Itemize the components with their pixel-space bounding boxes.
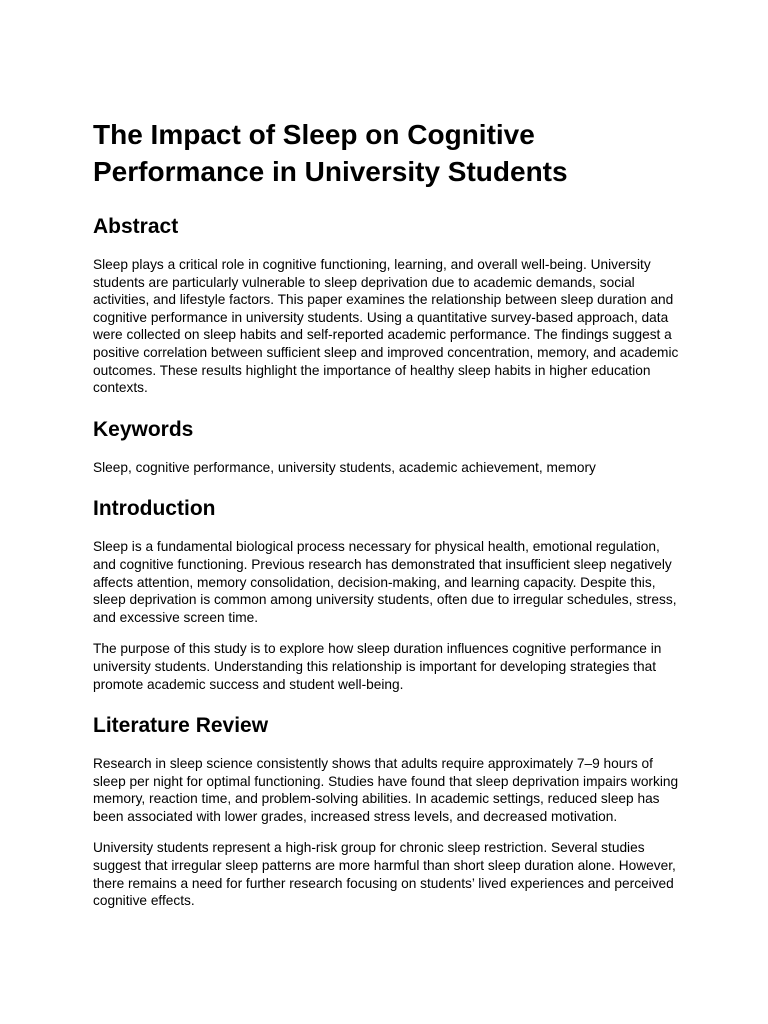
document-title: The Impact of Sleep on Cognitive Performance in University Students	[93, 119, 568, 187]
introduction-paragraph-2: The purpose of this study is to explore how sleep duration influences cognitive performance in university students. Understanding this relationship is important for developing strategies that promote academic success and student well-being.	[93, 641, 662, 692]
section-abstract	[93, 214, 683, 397]
section-heading-literature-review: Literature Review	[93, 714, 269, 738]
document-page	[93, 116, 683, 924]
section-heading-keywords: Keywords	[93, 417, 194, 441]
introduction-paragraph-1: Sleep is a fundamental biological process necessary for physical health, emotional regulation, and cognitive functioning. Previous research has demonstrated that insufficient sleep negatively affects attention, memory consolidation, decision-making, and learning capacity. Despite this, sleep deprivation is common among university students, often due to irregular schedules, stress, and excessive screen time.	[93, 539, 677, 625]
keywords-paragraph: Sleep, cognitive performance, university students, academic achievement, memory	[93, 459, 596, 475]
section-keywords	[93, 417, 683, 477]
literature-review-paragraph-2: University students represent a high-risk group for chronic sleep restriction. Several studies suggest that irregular sleep patterns are more harmful than short sleep duration alone. However, there remains a need for further research focusing on students’ lived experiences and perceived cognitive effects.	[93, 840, 676, 909]
section-literature-review	[93, 713, 683, 910]
abstract-paragraph: Sleep plays a critical role in cognitive functioning, learning, and overall well-being. University students are particularly vulnerable to sleep deprivation due to academic demands, social activities, and lifestyle factors. This paper examines the relationship between sleep duration and cognitive performance in university students. Using a quantitative survey-based approach, data were collected on sleep habits and self-reported academic performance. The findings suggest a positive correlation between sufficient sleep and improved concentration, memory, and academic outcomes. These results highlight the importance of healthy sleep habits in higher education contexts.	[93, 257, 679, 396]
literature-review-paragraph-1: Research in sleep science consistently shows that adults require approximately 7–9 hours of sleep per night for optimal functioning. Studies have found that sleep deprivation impairs working memory, reaction time, and problem-solving abilities. In academic settings, reduced sleep has been associated with lower grades, increased stress levels, and decreased motivation.	[93, 756, 679, 824]
section-introduction	[93, 496, 683, 693]
section-heading-abstract: Abstract	[93, 215, 179, 238]
section-heading-introduction: Introduction	[93, 497, 216, 521]
